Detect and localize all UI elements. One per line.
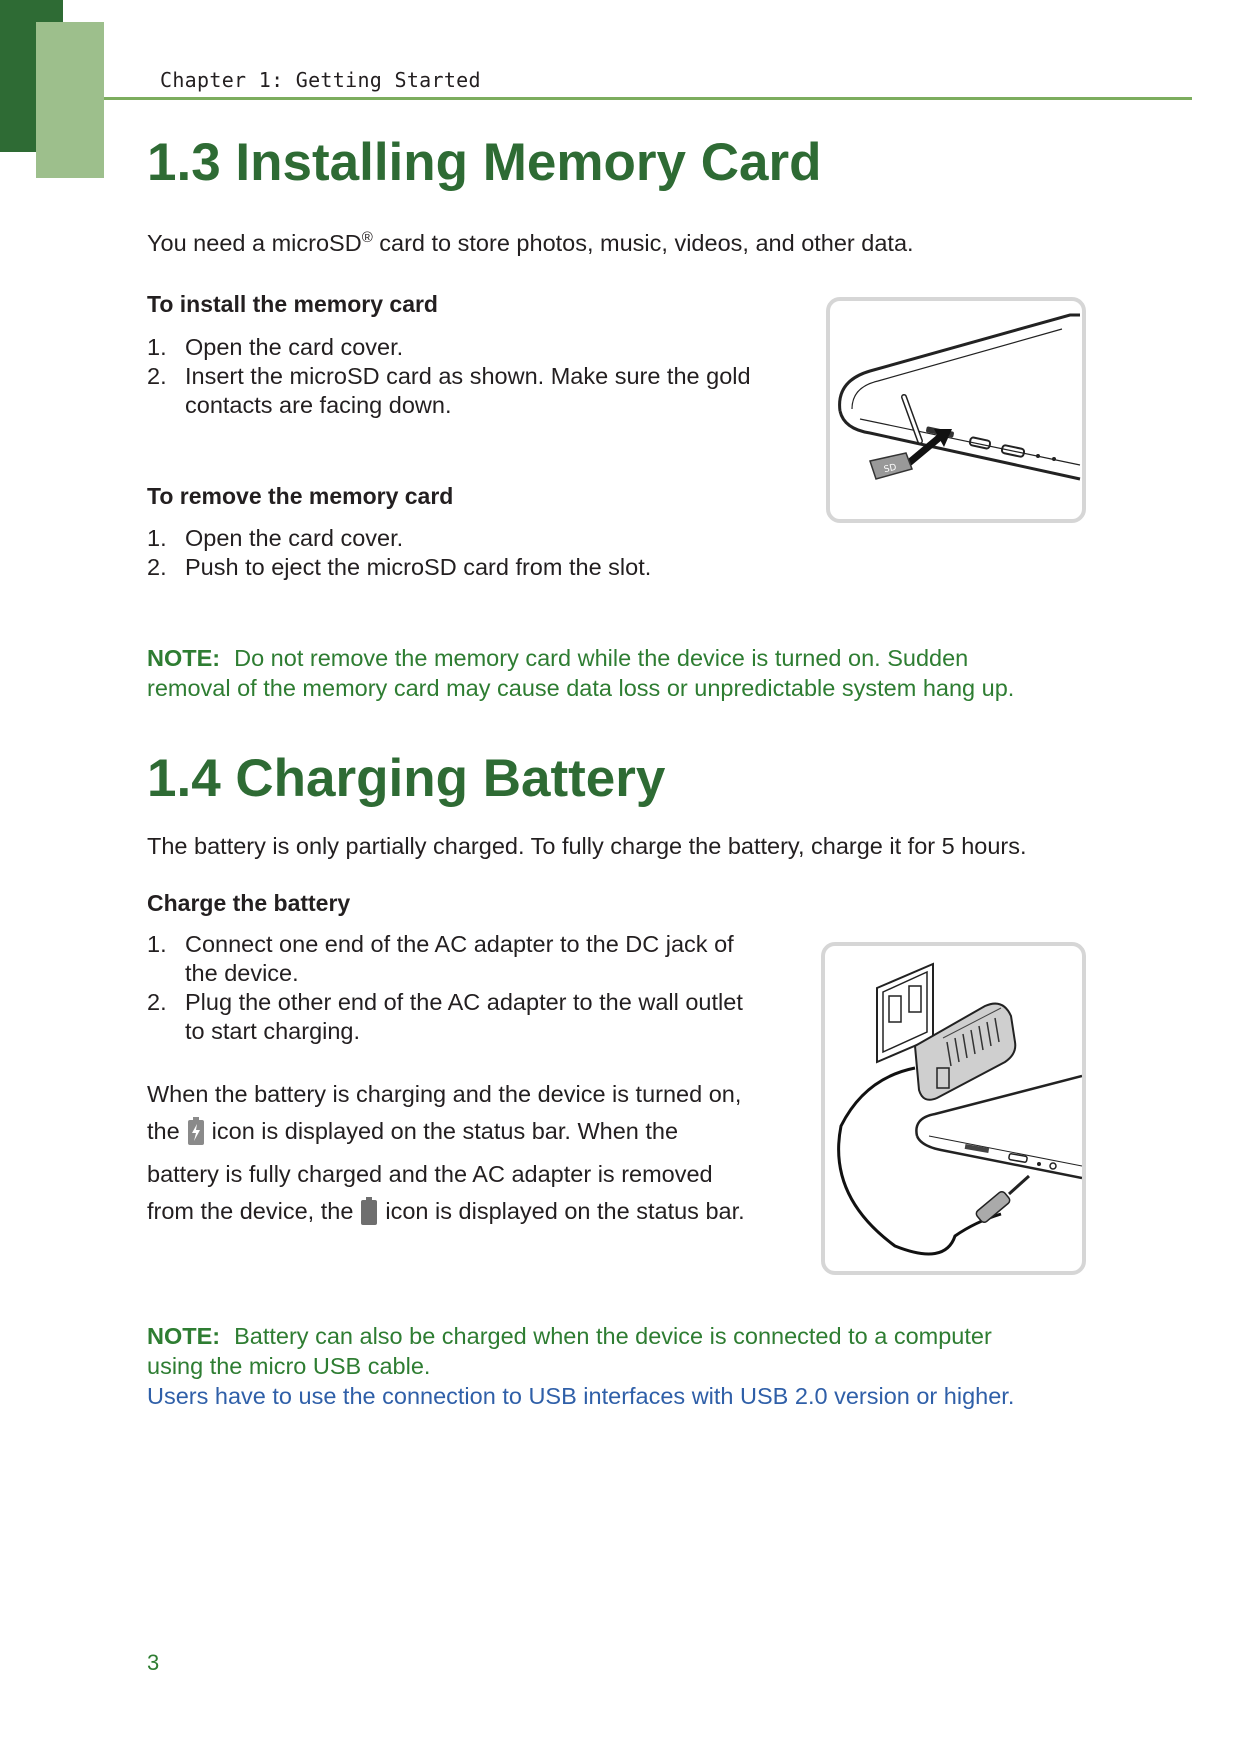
status-text: icon is displayed on the status bar. When the — [211, 1118, 679, 1144]
list-item — [147, 930, 743, 959]
install-steps — [147, 333, 751, 420]
svg-text:SD: SD — [883, 462, 898, 476]
step-text: to start charging. — [185, 1018, 361, 1044]
note-text: Battery can also be charged when the device is connected to a computer — [234, 1323, 992, 1349]
list-item — [147, 553, 651, 582]
header-rule — [104, 97, 1192, 100]
status-text: icon is displayed on the status bar. — [385, 1198, 745, 1224]
list-item — [147, 1017, 743, 1046]
note-label: NOTE: — [147, 645, 221, 671]
step-number: 2. — [147, 989, 167, 1015]
section-title-memory-card: 1.3 Installing Memory Card — [147, 133, 822, 192]
note-text: using the micro USB cable. — [147, 1353, 431, 1379]
step-number — [147, 959, 185, 988]
status-text: battery is fully charged and the AC adapter is removed — [147, 1161, 713, 1187]
note-text: Do not remove the memory card while the device is turned on. Sudden — [234, 645, 969, 671]
list-item — [147, 524, 651, 553]
list-item — [147, 333, 751, 362]
battery-intro: The battery is only partially charged. To fully charge the battery, charge it for 5 hours. — [147, 833, 1027, 859]
step-number: 1. — [147, 334, 167, 360]
list-item — [147, 988, 743, 1017]
usb-requirement-text: Users have to use the connection to USB interfaces with USB 2.0 version or higher. — [147, 1383, 1015, 1409]
intro-text-start: You need a microSD — [147, 230, 362, 256]
chapter-header: Chapter 1: Getting Started — [160, 68, 481, 92]
step-number: 1. — [147, 931, 167, 957]
step-number — [147, 1017, 185, 1046]
tablet-sd-slot-image — [830, 301, 1082, 519]
status-paragraph — [147, 1076, 745, 1236]
adapter-tablet-image — [825, 946, 1082, 1271]
status-text: the — [147, 1118, 180, 1144]
list-item — [147, 959, 743, 988]
remove-steps — [147, 524, 651, 582]
section-title-charging-battery: 1.4 Charging Battery — [147, 749, 666, 808]
charge-heading: Charge the battery — [147, 890, 351, 916]
step-text: Plug the other end of the AC adapter to the wall outlet — [185, 989, 743, 1015]
page-number: 3 — [147, 1650, 160, 1675]
corner-tab-light — [36, 22, 104, 178]
list-item — [147, 391, 751, 420]
step-number — [147, 391, 185, 420]
step-number: 2. — [147, 554, 167, 580]
registered-mark: ® — [361, 229, 373, 247]
charge-steps — [147, 930, 743, 1046]
step-number: 2. — [147, 363, 167, 389]
list-item — [147, 362, 751, 391]
memory-card-illustration — [826, 297, 1086, 523]
memory-note — [147, 643, 1014, 703]
step-text: Insert the microSD card as shown. Make sure the gold — [185, 363, 751, 389]
install-heading: To install the memory card — [147, 291, 438, 317]
battery-note — [147, 1321, 1014, 1411]
charging-illustration — [821, 942, 1086, 1275]
battery-charging-icon — [188, 1117, 204, 1156]
note-text: removal of the memory card may cause data loss or unpredictable system hang up. — [147, 675, 1015, 701]
step-text: Connect one end of the AC adapter to the DC jack of — [185, 931, 734, 957]
status-text: When the battery is charging and the device is turned on, — [147, 1081, 742, 1107]
step-number: 1. — [147, 525, 167, 551]
step-text: contacts are facing down. — [185, 392, 452, 418]
step-text: Open the card cover. — [185, 525, 404, 551]
status-text: from the device, the — [147, 1198, 354, 1224]
step-text: the device. — [185, 960, 299, 986]
step-text: Push to eject the microSD card from the slot. — [185, 554, 652, 580]
intro-text-end: card to store photos, music, videos, and other data. — [372, 230, 914, 256]
memory-intro — [147, 228, 914, 258]
battery-full-icon — [361, 1197, 377, 1236]
step-text: Open the card cover. — [185, 334, 404, 360]
remove-heading: To remove the memory card — [147, 483, 454, 509]
note-label: NOTE: — [147, 1323, 221, 1349]
